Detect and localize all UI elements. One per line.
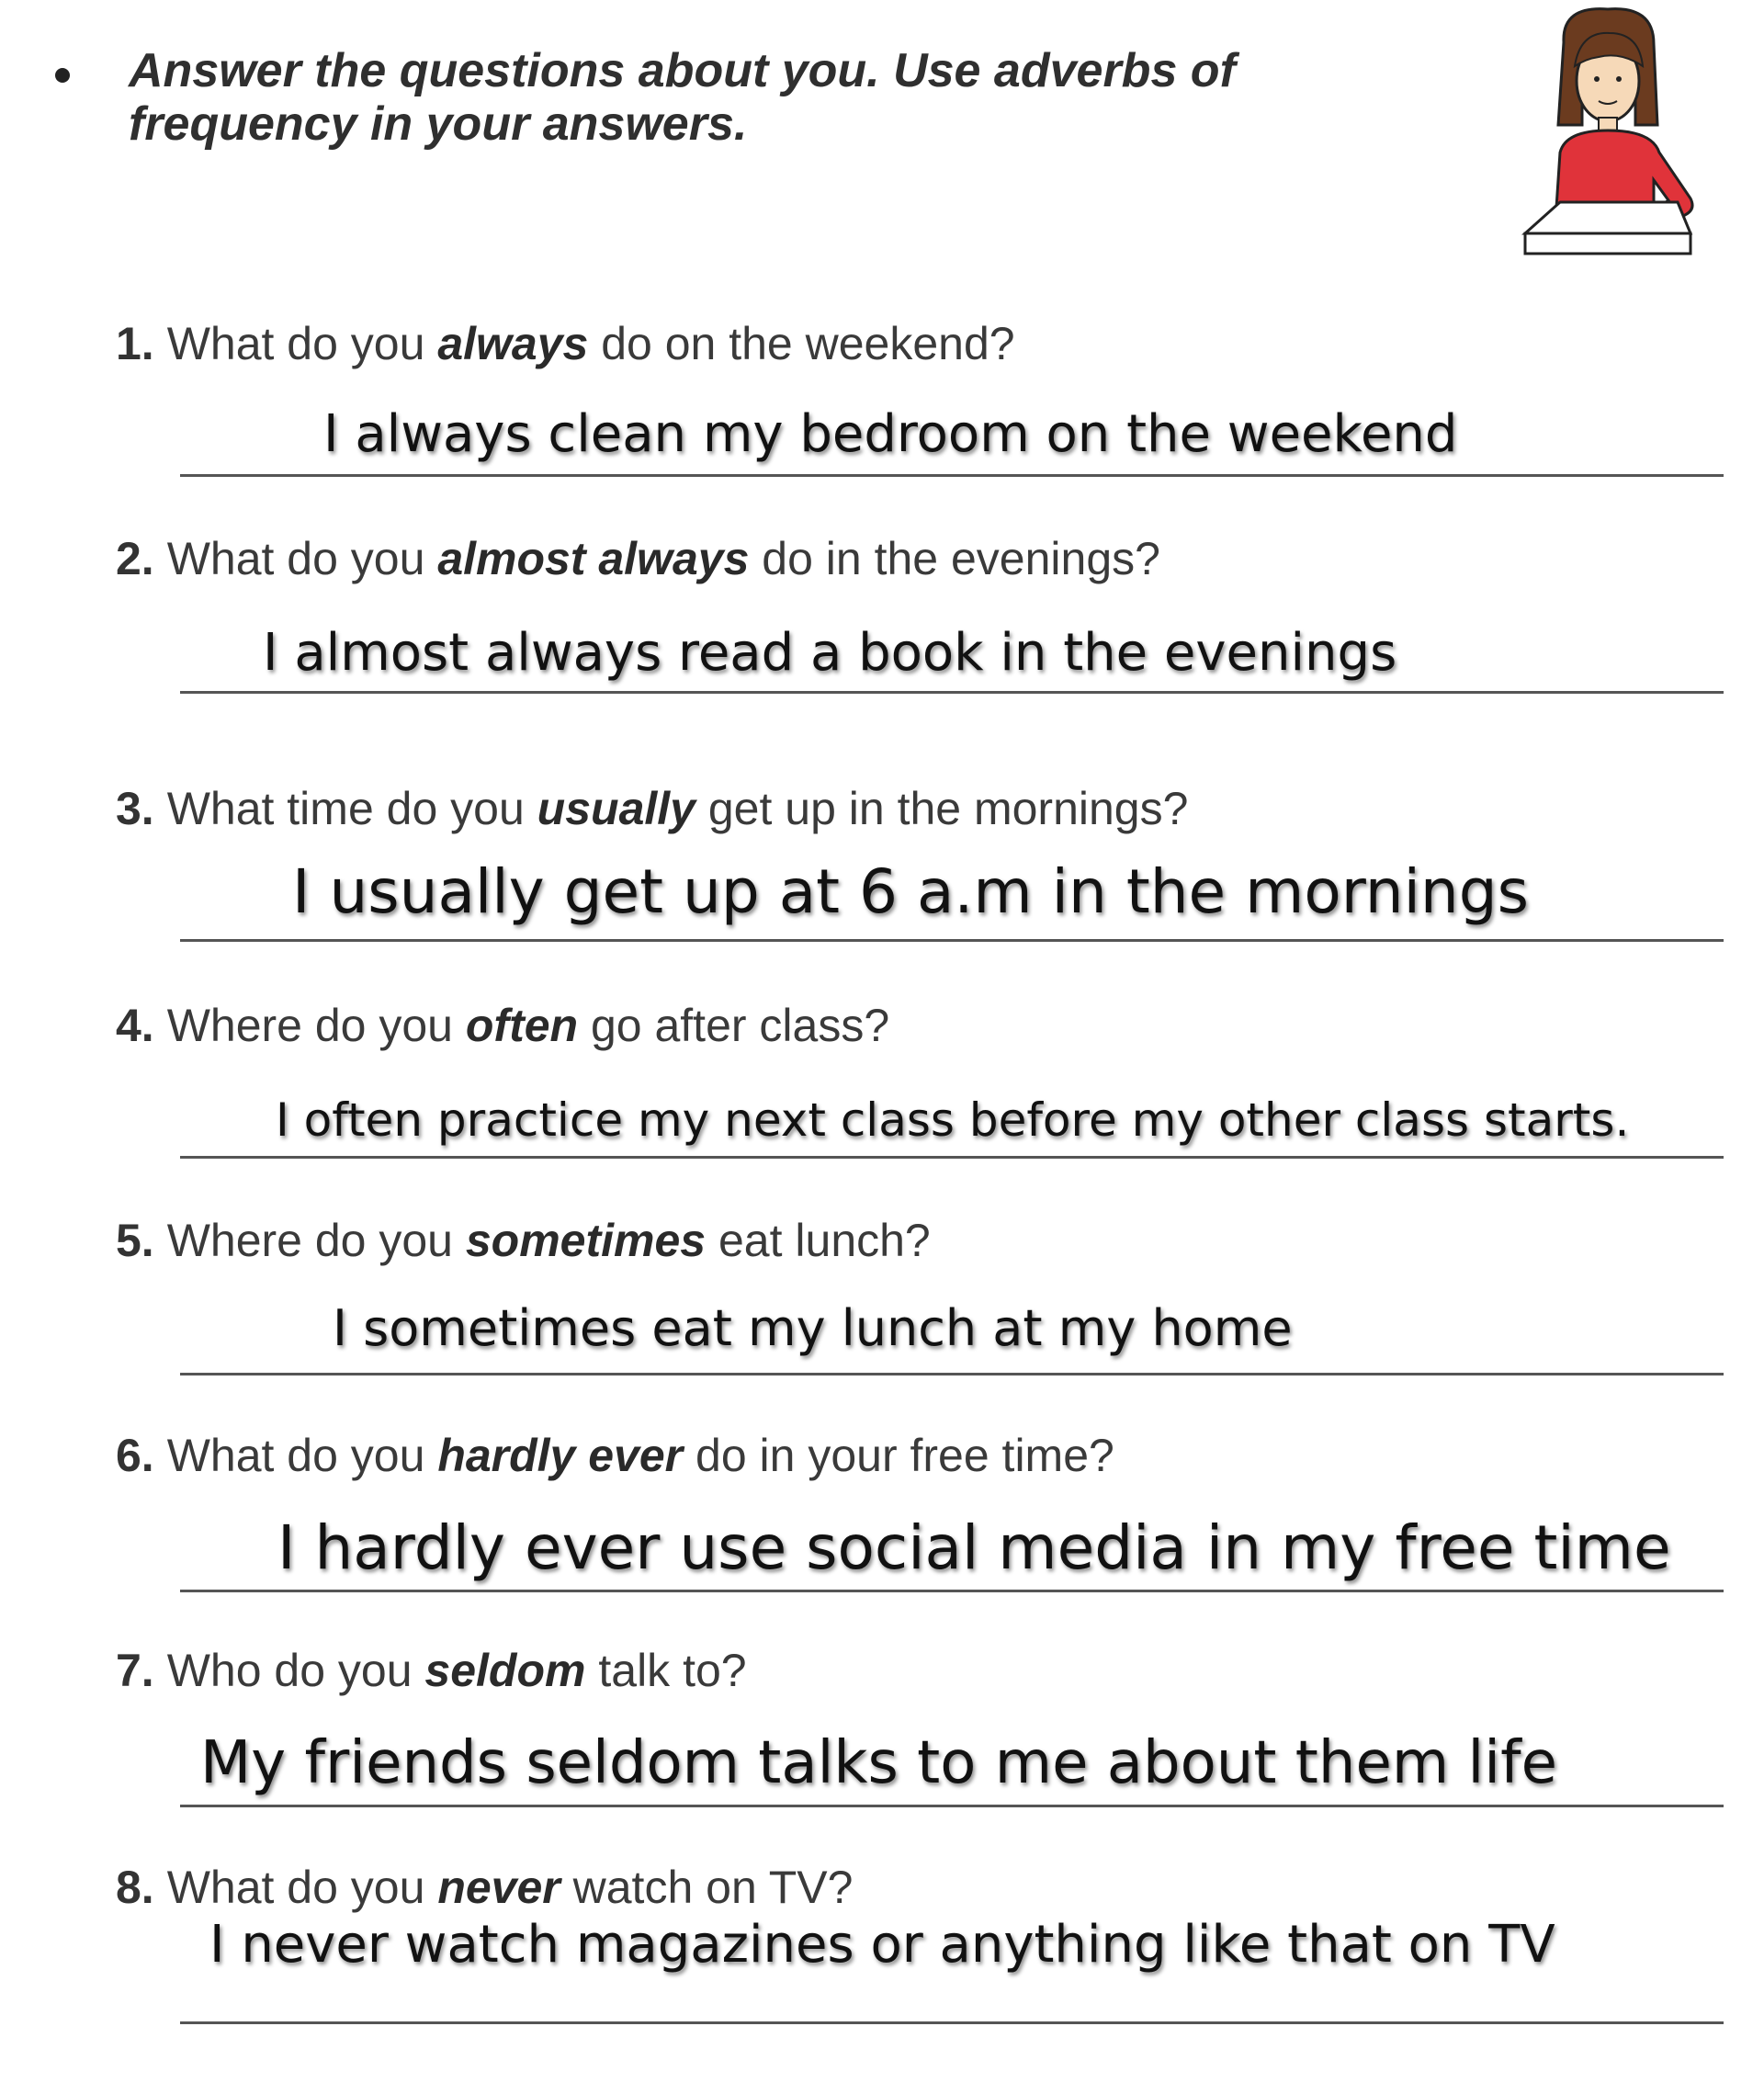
answer-6[interactable]: I hardly ever use social media in my free time [277,1512,1671,1583]
answer-line [180,1156,1724,1159]
answer-1[interactable]: I always clean my bedroom on the weekend [323,404,1458,464]
adverb-of-frequency: usually [537,783,695,834]
adverb-of-frequency: always [437,318,589,369]
question-number: 7. [116,1645,154,1696]
adverb-of-frequency: never [437,1862,560,1913]
answer-line [180,474,1724,477]
adverb-of-frequency: almost always [437,533,750,584]
question-number: 2. [116,533,154,584]
question-number: 1. [116,318,154,369]
instructions [55,44,1341,151]
question-number: 5. [116,1215,154,1266]
answer-5[interactable]: I sometimes eat my lunch at my home [333,1299,1293,1357]
question-number: 6. [116,1430,154,1481]
instructions-line-2: frequency in your answers. [129,97,748,151]
answer-line [180,1373,1724,1375]
instructions-line-1: Answer the questions about you. Use adverbs of [129,44,1236,97]
question-3: 3. What time do you usually get up in the mornings? [116,783,1189,834]
answer-line [180,2021,1724,2024]
answer-line [180,939,1724,942]
adverb-of-frequency: sometimes [465,1215,707,1266]
answer-7[interactable]: My friends seldom talks to me about them life [200,1729,1557,1797]
adverb-of-frequency: hardly ever [437,1430,684,1481]
instructions-text [129,44,1236,151]
question-number: 4. [116,1000,154,1051]
question-number: 8. [116,1862,154,1913]
question-1: 1. What do you always do on the weekend? [116,318,1015,369]
question-5: 5. Where do you sometimes eat lunch? [116,1215,931,1266]
answer-8[interactable]: I never watch magazines or anything like that on TV [209,1915,1555,1975]
answer-line [180,1805,1724,1807]
adverb-of-frequency: often [465,1000,579,1051]
question-number: 3. [116,783,154,834]
question-8: 8. What do you never watch on TV? [116,1862,854,1913]
answer-3[interactable]: I usually get up at 6 a.m in the mornings [292,856,1530,927]
adverb-of-frequency: seldom [424,1645,586,1696]
bullet-icon [55,68,70,83]
question-2: 2. What do you almost always do in the evenings? [116,533,1160,584]
question-7: 7. Who do you seldom talk to? [116,1645,747,1696]
student-writing-at-desk-icon [1507,6,1709,300]
answer-line [180,1590,1724,1592]
answer-4[interactable]: I often practice my next class before my other class starts. [276,1093,1630,1147]
question-6: 6. What do you hardly ever do in your free time? [116,1430,1114,1481]
answer-line [180,691,1724,694]
question-4: 4. Where do you often go after class? [116,1000,890,1051]
answer-2[interactable]: I almost always read a book in the evenings [263,623,1397,683]
